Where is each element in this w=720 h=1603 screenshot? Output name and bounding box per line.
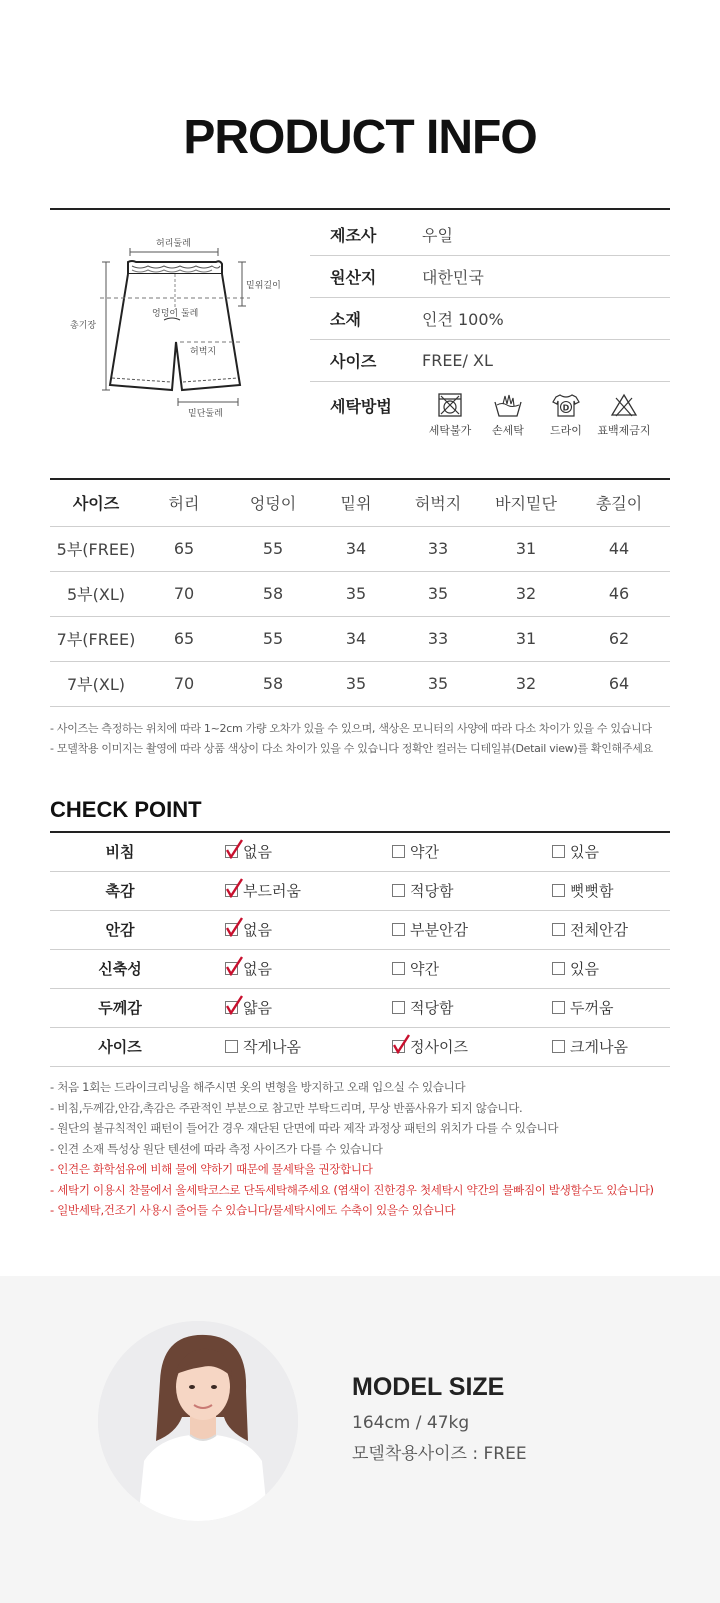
checkbox-icon [392,884,405,897]
wash-item-label: 표백제금지 [597,424,651,437]
check-option [510,988,670,1027]
wash-icons [422,382,654,452]
check-point-label: 신축성 [50,949,190,988]
care-note-warning: - 일반세탁,건조기 사용시 줄어들 수 있습니다/물세탁시에도 수축이 있을수 있습니다 [50,1203,456,1217]
checked-box-icon [225,923,238,936]
table-row [50,616,670,661]
info-value: 인견 100% [422,310,504,329]
header-cell: 사이즈 [50,479,142,526]
check-option [510,871,670,910]
check-option [350,871,510,910]
wash-item-label: 세탁불가 [428,424,472,437]
table-row [50,526,670,571]
table-cell: 55 [226,616,320,661]
check-option-label: 두꺼움 [570,999,614,1017]
check-option [510,949,670,988]
table-cell: 35 [392,571,484,616]
checked-box-icon [392,1040,405,1053]
info-row-size [310,340,670,382]
checkbox-icon [392,1001,405,1014]
check-option-label: 정사이즈 [410,1038,468,1056]
checkbox-icon [552,962,565,975]
checked-box-icon [225,1001,238,1014]
check-option [190,1027,350,1066]
check-option [350,1027,510,1066]
check-option [510,832,670,871]
info-label: 제조사 [330,226,377,245]
check-option-label: 부분안감 [410,921,468,939]
table-cell: 70 [142,571,226,616]
header-cell: 허벅지 [392,479,484,526]
check-option-label: 크게나옴 [570,1038,628,1056]
care-note-warning: - 인견은 화학섬유에 비해 물에 약하기 때문에 물세탁을 권장합니다 [50,1162,373,1176]
care-note: - 처음 1회는 드라이크리닝을 해주시면 옷의 변형을 방지하고 오래 입으실 수 있습니다 [50,1080,466,1094]
info-row-manufacturer [310,214,670,256]
table-cell: 5부(XL) [50,571,142,616]
table-cell: 55 [226,526,320,571]
no-wash-icon [435,392,465,418]
check-option [190,832,350,871]
check-option-label: 있음 [570,960,599,978]
check-point-label: 비침 [50,832,190,871]
svg-text:D: D [562,403,570,413]
wash-item-label: 드라이 [550,424,582,437]
check-option-label: 없음 [243,843,272,862]
wash-label: 세탁방법 [330,397,392,416]
info-row-origin [310,256,670,298]
check-option-label: 있음 [570,843,599,862]
note-line: - 사이즈는 측정하는 위치에 따라 1~2cm 가량 오차가 있을 수 있으며, 색상은 모니터의 사양에 따라 다소 차이가 있을 수 있습니다 [50,722,652,735]
table-cell: 7부(FREE) [50,616,142,661]
checkbox-icon [392,845,405,858]
size-notes [50,719,653,759]
check-option [350,988,510,1027]
check-option-label: 작게나옴 [243,1038,301,1056]
table-cell: 35 [320,661,392,706]
checkmark-icon [226,878,244,898]
table-cell: 32 [484,661,568,706]
check-option-label: 없음 [243,960,272,978]
note-line: - 모델착용 이미지는 촬영에 따라 상품 색상이 다소 차이가 있을 수 있습니다 정확안 컬러는 디테일뷰(Detail view)를 확인해주세요 [50,742,653,755]
check-point-row [50,1027,670,1066]
check-point-row [50,910,670,949]
checkmark-icon [393,1034,411,1054]
check-option [510,1027,670,1066]
model-stats: 164cm / 47kg [352,1413,470,1433]
model-wearing-size: 모델착용사이즈 : FREE [352,1444,527,1464]
check-point-row [50,949,670,988]
care-note-warning: - 세탁기 이용시 찬물에서 울세탁코스로 단독세탁해주세요 (염색이 진한경우 첫세탁시 약간의 물빠짐이 발생할수도 있습니다) [50,1182,654,1197]
header-cell: 허리 [142,479,226,526]
table-cell: 34 [320,526,392,571]
care-notes [50,1077,654,1221]
checkmark-icon [226,839,244,859]
info-label: 소재 [330,310,361,329]
total-length-label: 총기장 [70,321,97,331]
dry-clean-icon [551,392,581,418]
check-option-label: 약간 [410,960,439,978]
check-option-label: 전체안감 [570,921,628,939]
check-point-table [50,831,670,1067]
checkbox-icon [225,1040,238,1053]
table-cell: 35 [320,571,392,616]
info-label: 원산지 [330,268,377,287]
product-info-list [310,214,670,452]
checkbox-icon [552,923,565,936]
checkbox-icon [552,1040,565,1053]
care-note: - 인견 소재 특성상 원단 텐션에 따라 측정 사이즈가 다를 수 있습니다 [50,1141,383,1156]
page-title: PRODUCT INFO [183,111,537,164]
table-cell: 64 [568,661,670,706]
check-point-row [50,832,670,871]
table-cell: 32 [484,571,568,616]
check-option [190,910,350,949]
check-point-label: 사이즈 [50,1027,190,1066]
header-cell: 엉덩이 [226,479,320,526]
care-note: - 원단의 불규칙적인 패턴이 들어간 경우 재단된 단면에 따라 제작 과정상 패턴의 위치가 다를 수 있습니다 [50,1121,559,1135]
shorts-measurement-diagram [60,230,300,440]
header-cell: 바지밑단 [484,479,568,526]
checkmark-icon [226,956,244,976]
checkmark-icon [226,995,244,1015]
check-option [350,910,510,949]
table-cell: 65 [142,616,226,661]
check-option-label: 없음 [243,921,272,939]
model-avatar-icon [98,1321,298,1521]
check-point-row [50,988,670,1027]
model-size-title: MODEL SIZE [352,1373,505,1401]
wash-item [596,392,652,452]
check-option [350,832,510,871]
hem-label: 밑단둘레 [188,409,223,419]
size-table [50,478,670,707]
info-row-wash [310,382,670,452]
table-cell: 5부(FREE) [50,526,142,571]
checkmark-icon [226,917,244,937]
wash-item [480,392,536,452]
info-value: FREE/ XL [422,351,493,370]
wash-item [422,392,478,452]
table-cell: 44 [568,526,670,571]
info-top-rule [50,208,670,210]
info-label: 사이즈 [330,352,377,371]
table-cell: 35 [392,661,484,706]
table-cell: 58 [226,661,320,706]
table-cell: 33 [392,616,484,661]
table-cell: 58 [226,571,320,616]
header-cell: 밑위 [320,479,392,526]
table-cell: 34 [320,616,392,661]
check-option-label: 부드러움 [243,882,301,900]
check-point-title: CHECK POINT [50,797,202,822]
wash-item [538,392,594,452]
check-option [190,871,350,910]
hand-wash-icon [493,392,523,418]
check-option [190,988,350,1027]
checkbox-icon [392,923,405,936]
table-cell: 7부(XL) [50,661,142,706]
care-note: - 비침,두께감,안감,촉감은 주관적인 부분으로 참고만 부탁드리며, 무상 반품사유가 되지 않습니다. [50,1100,523,1115]
waist-label: 허리둘레 [156,239,191,249]
table-cell: 70 [142,661,226,706]
check-option-label: 적당함 [410,882,454,900]
check-option [190,949,350,988]
no-bleach-icon [609,392,639,418]
checked-box-icon [225,845,238,858]
table-cell: 33 [392,526,484,571]
checkbox-icon [552,845,565,858]
table-cell: 46 [568,571,670,616]
info-value: 우일 [422,226,453,245]
check-point-label: 안감 [50,910,190,949]
header-cell: 총길이 [568,479,670,526]
table-row [50,571,670,616]
size-table-header [50,479,670,526]
table-cell: 31 [484,616,568,661]
table-cell: 62 [568,616,670,661]
shorts-drawing-icon [60,230,300,440]
checkbox-icon [552,1001,565,1014]
table-cell: 31 [484,526,568,571]
check-point-label: 촉감 [50,871,190,910]
table-row [50,661,670,706]
check-option [510,910,670,949]
info-row-material [310,298,670,340]
table-cell: 65 [142,526,226,571]
info-value: 대한민국 [422,268,484,287]
checked-box-icon [225,962,238,975]
check-option-label: 적당함 [410,999,454,1017]
check-option-label: 뻣뻣함 [570,882,614,900]
wash-item-label: 손세탁 [492,424,524,437]
hip-label: 엉덩이 둘레 [152,309,199,319]
check-option-label: 약간 [410,843,439,862]
check-point-label: 두께감 [50,988,190,1027]
checkbox-icon [552,884,565,897]
check-option [350,949,510,988]
check-option-label: 얇음 [243,999,272,1017]
rise-label: 밑위길이 [246,281,281,291]
thigh-label: 허벅지 [190,347,217,357]
model-photo [98,1321,298,1521]
checkbox-icon [392,962,405,975]
checked-box-icon [225,884,238,897]
check-point-row [50,871,670,910]
